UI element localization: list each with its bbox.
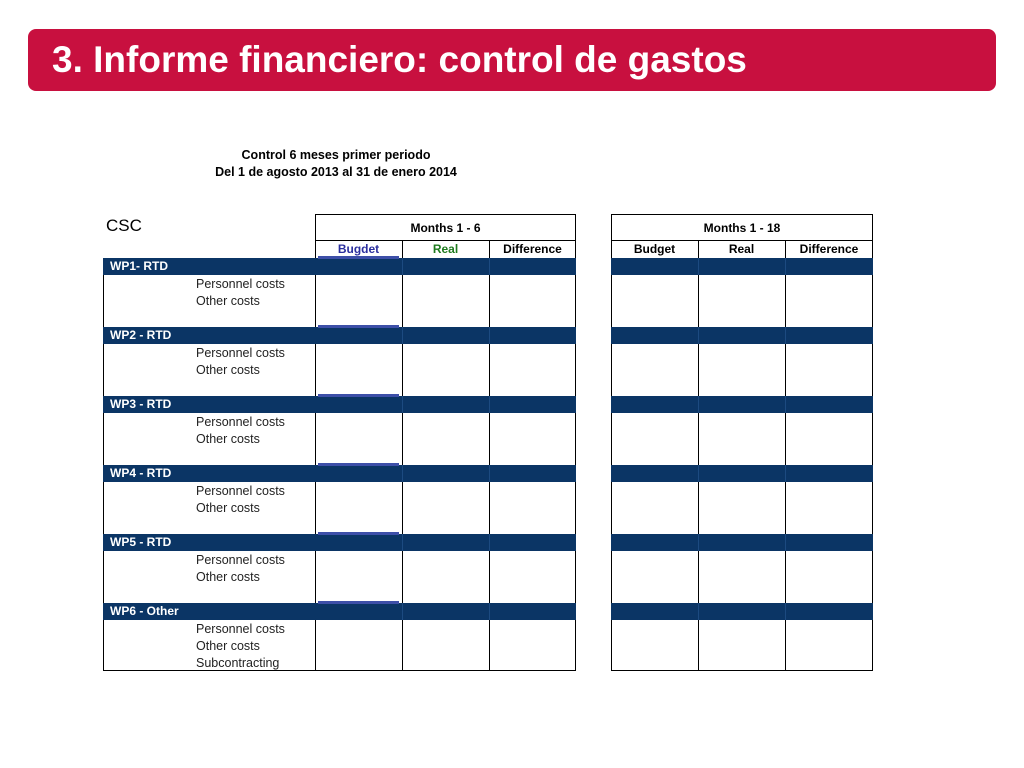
- cost-item-label: Other costs: [196, 570, 260, 584]
- budget-cell-accent: [318, 325, 399, 328]
- band-cell-divider: [402, 396, 403, 413]
- wp-name: WP1- RTD: [110, 259, 168, 273]
- column-header: Difference: [503, 242, 562, 256]
- band-cell-divider: [489, 258, 490, 275]
- wp-band-months-1-18: [611, 258, 873, 275]
- wp-band-label-area: [103, 258, 576, 275]
- band-cell-divider: [402, 465, 403, 482]
- header-divider: [315, 240, 576, 241]
- budget-cell-accent: [318, 601, 399, 604]
- wp-band-label-area: [103, 396, 576, 413]
- column-header: Real: [432, 242, 459, 256]
- band-cell-divider: [489, 465, 490, 482]
- band-cell-divider: [785, 258, 786, 275]
- cost-item-label: Personnel costs: [196, 346, 285, 360]
- cost-item-label: Personnel costs: [196, 622, 285, 636]
- wp-band-months-1-18: [611, 327, 873, 344]
- wp-band-months-1-18: [611, 465, 873, 482]
- band-cell-divider: [402, 603, 403, 620]
- band-cell-divider: [785, 396, 786, 413]
- band-cell-divider: [698, 396, 699, 413]
- budget-cell-accent: [318, 256, 399, 259]
- band-cell-divider: [785, 465, 786, 482]
- wp-band-label-area: [103, 534, 576, 551]
- wp-band-label-area: [103, 603, 576, 620]
- wp-band-months-1-18: [611, 603, 873, 620]
- cost-item-label: Personnel costs: [196, 484, 285, 498]
- band-cell-divider: [489, 603, 490, 620]
- band-cell-divider: [785, 603, 786, 620]
- cost-item-label: Other costs: [196, 294, 260, 308]
- column-header: Difference: [799, 242, 859, 256]
- group-header: Months 1 - 6: [410, 221, 481, 235]
- wp-band-months-1-18: [611, 534, 873, 551]
- band-cell-divider: [489, 534, 490, 551]
- wp-name: WP5 - RTD: [110, 535, 172, 549]
- column-header: Bugdet: [337, 242, 380, 256]
- wp-band-label-area: [103, 327, 576, 344]
- band-cell-divider: [698, 327, 699, 344]
- column-header: Budget: [633, 242, 676, 256]
- wp-name: WP4 - RTD: [110, 466, 172, 480]
- wp-name: WP6 - Other: [110, 604, 179, 618]
- cost-item-label: Personnel costs: [196, 415, 285, 429]
- band-cell-divider: [698, 534, 699, 551]
- band-cell-divider: [785, 534, 786, 551]
- wp-name: WP2 - RTD: [110, 328, 172, 342]
- column-header: Real: [728, 242, 755, 256]
- budget-cell-accent: [318, 532, 399, 535]
- band-cell-divider: [402, 258, 403, 275]
- band-cell-divider: [698, 258, 699, 275]
- budget-cell-accent: [318, 463, 399, 466]
- wp-band-months-1-18: [611, 396, 873, 413]
- band-cell-divider: [489, 396, 490, 413]
- entity-label: CSC: [106, 216, 142, 235]
- cost-item-label: Personnel costs: [196, 553, 285, 567]
- cost-item-label: Other costs: [196, 363, 260, 377]
- cost-item-label: Personnel costs: [196, 277, 285, 291]
- band-cell-divider: [402, 534, 403, 551]
- cost-item-label: Other costs: [196, 432, 260, 446]
- page-title: 3. Informe financiero: control de gastos: [52, 39, 747, 80]
- band-cell-divider: [698, 465, 699, 482]
- cost-item-label: Subcontracting: [196, 656, 280, 670]
- cost-item-label: Other costs: [196, 639, 260, 653]
- band-cell-divider: [785, 327, 786, 344]
- wp-band-label-area: [103, 465, 576, 482]
- title-bar: [28, 29, 996, 91]
- header-divider: [611, 240, 873, 241]
- report-heading-line2: Del 1 de agosto 2013 al 31 de enero 2014: [215, 165, 457, 179]
- report-heading-line1: Control 6 meses primer periodo: [241, 148, 431, 162]
- band-cell-divider: [698, 603, 699, 620]
- budget-cell-accent: [318, 394, 399, 397]
- group-header: Months 1 - 18: [703, 221, 781, 235]
- cost-item-label: Other costs: [196, 501, 260, 515]
- band-cell-divider: [402, 327, 403, 344]
- band-cell-divider: [489, 327, 490, 344]
- wp-name: WP3 - RTD: [110, 397, 172, 411]
